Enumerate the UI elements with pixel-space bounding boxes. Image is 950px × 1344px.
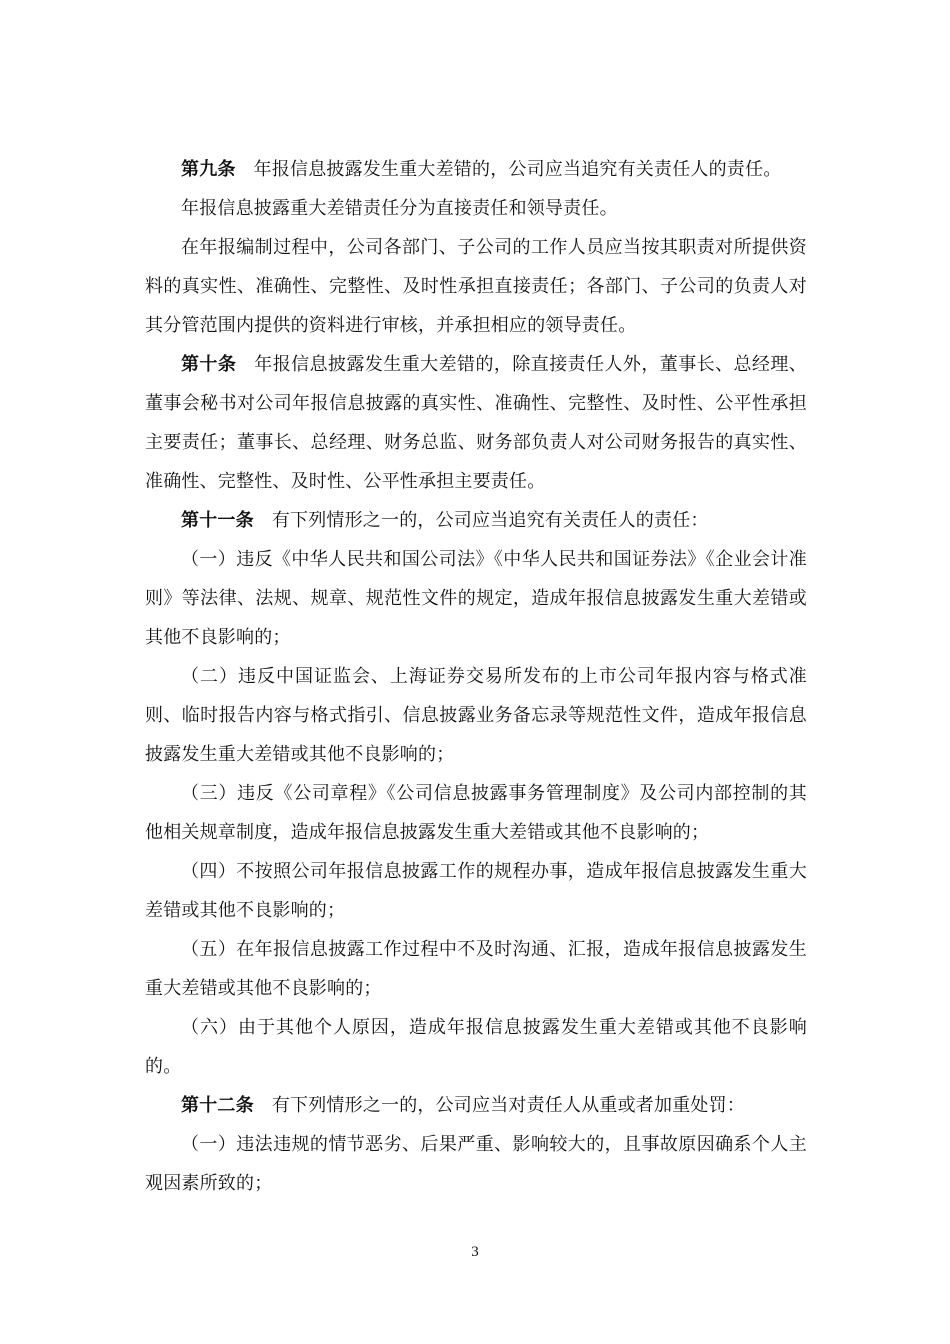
list-item bbox=[145, 1125, 807, 1203]
list-item bbox=[145, 774, 807, 852]
paragraph bbox=[145, 189, 807, 228]
paragraph-text: （一）违法违规的情节恶劣、后果严重、影响较大的，且事故原因确系个人主观因素所致的； bbox=[145, 1134, 807, 1194]
list-item bbox=[145, 657, 807, 774]
paragraph-article-12 bbox=[145, 1086, 807, 1125]
list-item bbox=[145, 1008, 807, 1086]
paragraph-text: 年报信息披露发生重大差错的，公司应当追究有关责任人的责任。 bbox=[253, 159, 782, 180]
paragraph-text: 年报信息披露发生重大差错的，除直接责任人外，董事长、总经理、董事会秘书对公司年报信息披露的真实性、准确性、完整性、及时性、公平性承担主要责任；董事长、总经理、财务总监、财务部负责人对公司财务报告的真实性、准确性、完整性、及时性、公平性承担主要责任。 bbox=[145, 354, 807, 492]
list-item bbox=[145, 930, 807, 1008]
paragraph-article-11 bbox=[145, 501, 807, 540]
paragraph-text: 年报信息披露重大差错责任分为直接责任和领导责任。 bbox=[181, 198, 618, 219]
paragraph-text: 有下列情形之一的，公司应当追究有关责任人的责任： bbox=[271, 510, 709, 531]
article-number: 第十一条 bbox=[181, 510, 254, 531]
paragraph-text: （三）违反《公司章程》《公司信息披露事务管理制度》及公司内部控制的其他相关规章制度，造成年报信息披露发生重大差错或其他不良影响的； bbox=[145, 783, 807, 843]
paragraph-text: （一）违反《中华人民共和国公司法》《中华人民共和国证券法》《企业会计准则》等法律、法规、规章、规范性文件的规定，造成年报信息披露发生重大差错或其他不良影响的； bbox=[145, 549, 807, 648]
paragraph-article-9 bbox=[145, 150, 807, 189]
article-number: 第十条 bbox=[181, 354, 237, 375]
paragraph-article-10 bbox=[145, 345, 807, 501]
paragraph bbox=[145, 228, 807, 345]
paragraph-text: （五）在年报信息披露工作过程中不及时沟通、汇报，造成年报信息披露发生重大差错或其他不良影响的； bbox=[145, 939, 807, 999]
paragraph-text: （二）违反中国证监会、上海证券交易所发布的上市公司年报内容与格式准则、临时报告内容与格式指引、信息披露业务备忘录等规范性文件，造成年报信息披露发生重大差错或其他不良影响的； bbox=[145, 666, 807, 765]
paragraph-text: 在年报编制过程中，公司各部门、子公司的工作人员应当按其职责对所提供资料的真实性、准确性、完整性、及时性承担直接责任；各部门、子公司的负责人对其分管范围内提供的资料进行审核，并承担相应的领导责任。 bbox=[145, 237, 807, 336]
article-number: 第十二条 bbox=[181, 1095, 254, 1116]
paragraph-text: 有下列情形之一的，公司应当对责任人从重或者加重处罚： bbox=[271, 1095, 746, 1116]
article-number: 第九条 bbox=[181, 159, 236, 180]
paragraph-text: （四）不按照公司年报信息披露工作的规程办事，造成年报信息披露发生重大差错或其他不良影响的； bbox=[145, 861, 807, 921]
list-item bbox=[145, 540, 807, 657]
document-body bbox=[145, 150, 807, 1203]
paragraph-text: （六）由于其他个人原因，造成年报信息披露发生重大差错或其他不良影响的。 bbox=[145, 1017, 807, 1077]
page-number: 3 bbox=[471, 1244, 479, 1260]
list-item bbox=[145, 852, 807, 930]
